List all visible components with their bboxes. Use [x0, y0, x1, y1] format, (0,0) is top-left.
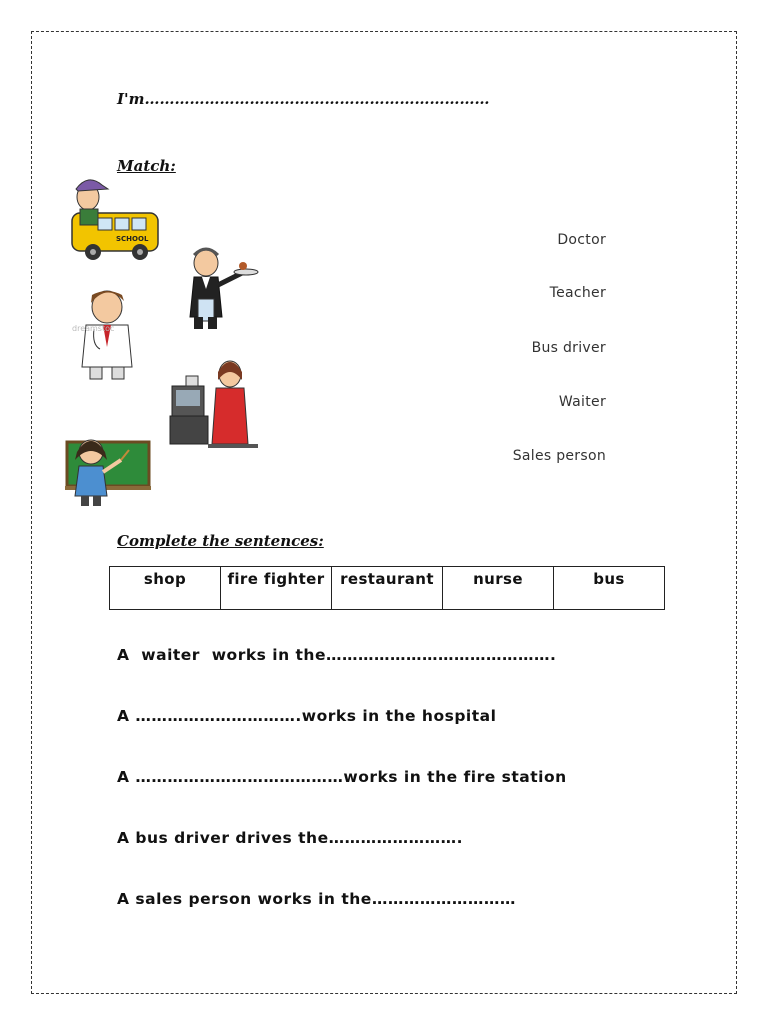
teacher-image	[63, 432, 153, 510]
word-bank-row	[110, 567, 665, 610]
match-word-sales-person: Sales person	[512, 448, 606, 464]
name-prompt: I'm……………………………………………………………	[117, 90, 490, 108]
sentence-3: A …………………………………works in the fire station	[117, 768, 567, 786]
match-word-waiter: Waiter	[558, 394, 606, 410]
match-word-bus-driver: Bus driver	[531, 340, 606, 356]
match-word-teacher: Teacher	[549, 285, 606, 301]
word-bank-table	[109, 566, 665, 610]
svg-text:SCHOOL: SCHOOL	[116, 235, 149, 243]
sentence-2: A ………………………….works in the hospital	[117, 707, 497, 725]
sentence-5: A sales person works in the………………………	[117, 890, 516, 908]
bus-driver-image	[68, 175, 163, 263]
word-bank-cell: bus	[554, 567, 665, 610]
complete-heading: Complete the sentences:	[117, 532, 324, 550]
sales-person-image	[168, 356, 260, 454]
word-bank-cell: fire fighter	[221, 567, 332, 610]
word-bank-cell: shop	[110, 567, 221, 610]
match-word-doctor: Doctor	[557, 232, 606, 248]
svg-text:dreamstoc: dreamstoc	[72, 324, 115, 333]
word-bank-cell: nurse	[443, 567, 554, 610]
sentence-4: A bus driver drives the…………………….	[117, 829, 463, 847]
sentence-1: A waiter works in the…………………………………….	[117, 646, 557, 664]
waiter-image	[180, 245, 260, 333]
match-heading: Match:	[117, 157, 176, 175]
word-bank-cell: restaurant	[332, 567, 443, 610]
doctor-image	[70, 285, 145, 385]
